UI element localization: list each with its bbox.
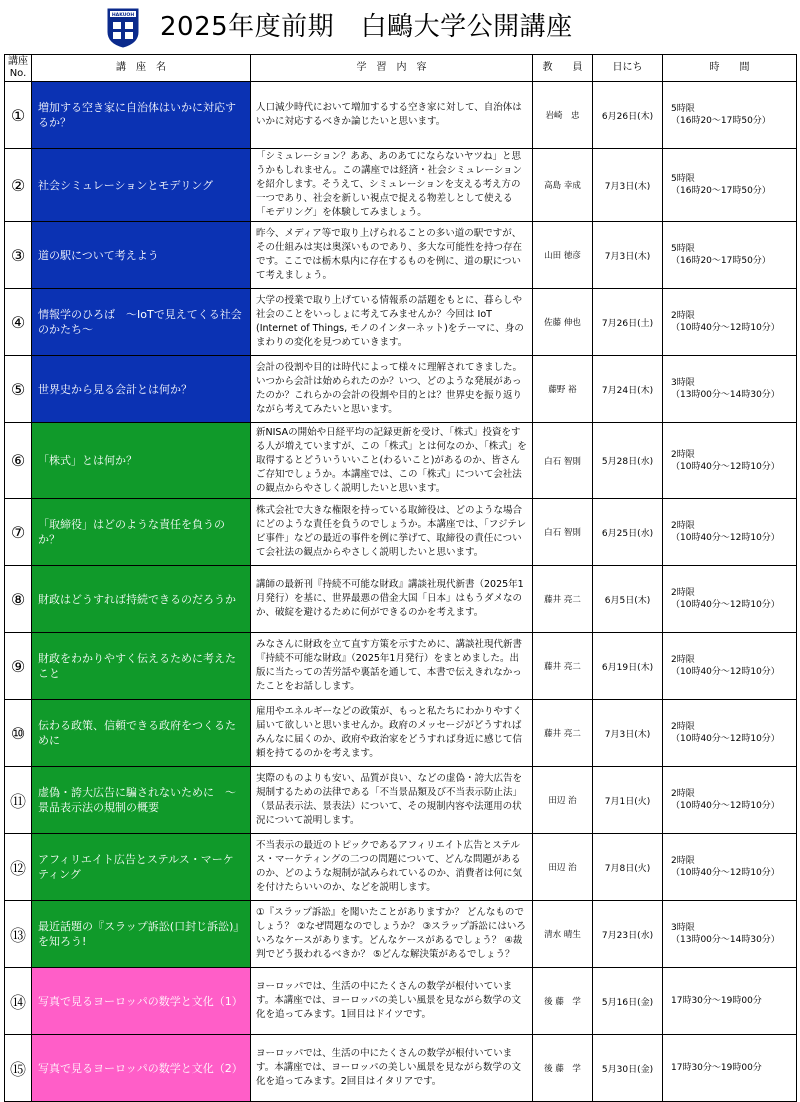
lecture-time-range: （16時20～17時50分） bbox=[671, 256, 771, 266]
table-row bbox=[5, 82, 797, 149]
lecture-content: 人口減少時代において増加するする空き家に対して、自治体はいかに対応するべきか論じたいと思います。 bbox=[251, 82, 533, 149]
lecture-table bbox=[4, 54, 797, 1102]
table-row bbox=[5, 499, 797, 566]
table-row bbox=[5, 423, 797, 499]
lecture-teacher: 清水 晴生 bbox=[533, 901, 593, 968]
lecture-time-range: （16時20～17時50分） bbox=[671, 116, 771, 126]
lecture-number: ⑦ bbox=[5, 499, 32, 566]
lecture-time bbox=[663, 1035, 797, 1102]
lecture-time-range: （10時40分～12時10分） bbox=[671, 533, 780, 543]
lecture-time-range: （10時40分～12時10分） bbox=[671, 801, 780, 811]
header-date: 日にち bbox=[593, 55, 663, 82]
lecture-teacher: 藤野 裕 bbox=[533, 356, 593, 423]
lecture-teacher: 後 藤 学 bbox=[533, 968, 593, 1035]
table-row bbox=[5, 633, 797, 700]
lecture-date: 7月23日(水) bbox=[593, 901, 663, 968]
lecture-content: みなさんに財政を立て直す方策を示すために、講談社現代新書『持続不可能な財政』（2025年1月発行）をまとめました。出版に当たっての苦労話や裏話を通して、本書で伝えきれなかったことをお話しします。 bbox=[251, 633, 533, 700]
lecture-name: 虚偽・誇大広告に騙されないために ～景品表示法の規制の概要 bbox=[32, 767, 251, 834]
lecture-time bbox=[663, 767, 797, 834]
lecture-date: 7月1日(火) bbox=[593, 767, 663, 834]
lecture-date: 7月24日(木) bbox=[593, 356, 663, 423]
lecture-period: 5時限 bbox=[671, 174, 695, 184]
lecture-time bbox=[663, 149, 797, 222]
lecture-date: 5月28日(水) bbox=[593, 423, 663, 499]
lecture-time bbox=[663, 356, 797, 423]
lecture-number: ⑪ bbox=[5, 767, 32, 834]
page-title: 2025年度前期 白鷗大学公開講座 bbox=[160, 12, 573, 42]
lecture-content: 昨今、メディア等で取り上げられることの多い道の駅ですが、その仕組みは実は奥深いものであり、多大な可能性を持つ存在です。ここでは栃木県内に存在するものを例に、道の駅について考えましょう。 bbox=[251, 222, 533, 289]
lecture-teacher: 白石 智則 bbox=[533, 499, 593, 566]
lecture-time bbox=[663, 968, 797, 1035]
lecture-time-range: （10時40分～12時10分） bbox=[671, 461, 780, 472]
lecture-number: ⑮ bbox=[5, 1035, 32, 1102]
lecture-name: 財政はどうすれば持続できるのだろうか bbox=[32, 566, 251, 633]
lecture-content: ヨーロッパでは、生活の中にたくさんの数学が根付いています。本講座では、ヨーロッパの美しい風景を見ながら数学の文化を追ってみます。1回目はドイツです。 bbox=[251, 968, 533, 1035]
lecture-number: ③ bbox=[5, 222, 32, 289]
lecture-date: 6月26日(木) bbox=[593, 82, 663, 149]
header-no: 講座 No. bbox=[5, 55, 32, 82]
lecture-time bbox=[663, 222, 797, 289]
lecture-date: 5月16日(金) bbox=[593, 968, 663, 1035]
lecture-period: 5時限 bbox=[671, 244, 695, 254]
lecture-number: ⑧ bbox=[5, 566, 32, 633]
table-row bbox=[5, 1035, 797, 1102]
lecture-number: ⑨ bbox=[5, 633, 32, 700]
lecture-teacher: 藤井 亮二 bbox=[533, 566, 593, 633]
lecture-number: ⑫ bbox=[5, 834, 32, 901]
lecture-time bbox=[663, 499, 797, 566]
lecture-number: ④ bbox=[5, 289, 32, 356]
lecture-teacher: 岩崎 忠 bbox=[533, 82, 593, 149]
lecture-name: 増加する空き家に自治体はいかに対応するか？ bbox=[32, 82, 251, 149]
lecture-content: 雇用やエネルギーなどの政策が、もっと私たちにわかりやすく届いて欲しいと思いませんか。政府のメッセージがどうすればみんなに届くのか、政府や政治家をどうすれば身近に感じて信頼を持てるのかを考えます。 bbox=[251, 700, 533, 767]
lecture-name: 伝わる政策、信頼できる政府をつくるために bbox=[32, 700, 251, 767]
lecture-name: 道の駅について考えよう bbox=[32, 222, 251, 289]
lecture-name: 世界史から見る会計とは何か？ bbox=[32, 356, 251, 423]
lecture-date: 7月3日(木) bbox=[593, 149, 663, 222]
header-teacher: 教 員 bbox=[533, 55, 593, 82]
page-header bbox=[0, 0, 800, 52]
table-row bbox=[5, 566, 797, 633]
lecture-teacher: 高島 幸成 bbox=[533, 149, 593, 222]
lecture-time bbox=[663, 423, 797, 499]
lecture-period: 2時限 bbox=[671, 655, 695, 665]
lecture-time-range: （13時00分～14時30分） bbox=[671, 390, 780, 400]
lecture-date: 6月5日(木) bbox=[593, 566, 663, 633]
lecture-period: 2時限 bbox=[671, 449, 695, 460]
lecture-teacher: 藤井 亮二 bbox=[533, 700, 593, 767]
lecture-time bbox=[663, 901, 797, 968]
table-row bbox=[5, 767, 797, 834]
lecture-period: 17時30分～19時00分 bbox=[671, 1063, 762, 1073]
lecture-teacher: 後 藤 学 bbox=[533, 1035, 593, 1102]
lecture-time-range: （16時20～17時50分） bbox=[671, 186, 771, 196]
lecture-content: 大学の授業で取り上げている情報系の話題をもとに、暮らしや社会のことをいっしょに考えてみませんか？今回は IoT (Internet of Things, モノのインターネット)をテーマに、身のまわりの変化を見つめていきます。 bbox=[251, 289, 533, 356]
lecture-name: 「株式」とは何か？ bbox=[32, 423, 251, 499]
lecture-teacher: 山田 徳彦 bbox=[533, 222, 593, 289]
lecture-name: 「取締役」はどのような責任を負うのか？ bbox=[32, 499, 251, 566]
lecture-period: 3時限 bbox=[671, 923, 695, 933]
lecture-teacher: 白石 智則 bbox=[533, 423, 593, 499]
table-header-row bbox=[5, 55, 797, 82]
lecture-time bbox=[663, 700, 797, 767]
lecture-time-range: （10時40分～12時10分） bbox=[671, 868, 780, 878]
lecture-time-range: （10時40分～12時10分） bbox=[671, 323, 780, 333]
lecture-time bbox=[663, 566, 797, 633]
lecture-time-range: （13時00分～14時30分） bbox=[671, 935, 780, 945]
lecture-teacher: 田辺 治 bbox=[533, 834, 593, 901]
lecture-content: ①『スラップ訴訟』を聞いたことがありますか？ どんなものでしょう？ ②なぜ問題なのでしょうか？ ③スラップ訴訟にはいろいろなケースがあります。どんなケースがあるでしょう？ ④裁判でどう扱われるべきか？ ⑤どんな解決策があるでしょう？ bbox=[251, 901, 533, 968]
lecture-period: 2時限 bbox=[671, 588, 695, 598]
university-crest-icon bbox=[107, 8, 139, 48]
lecture-date: 7月3日(木) bbox=[593, 700, 663, 767]
lecture-time bbox=[663, 82, 797, 149]
lecture-name: 写真で見るヨーロッパの数学と文化（2） bbox=[32, 1035, 251, 1102]
lecture-date: 7月8日(火) bbox=[593, 834, 663, 901]
table-row bbox=[5, 356, 797, 423]
lecture-time-range: （10時40分～12時10分） bbox=[671, 667, 780, 677]
table-row bbox=[5, 834, 797, 901]
lecture-period: 2時限 bbox=[671, 856, 695, 866]
lecture-number: ⑬ bbox=[5, 901, 32, 968]
lecture-teacher: 藤井 亮二 bbox=[533, 633, 593, 700]
lecture-date: 6月25日(水) bbox=[593, 499, 663, 566]
lecture-time bbox=[663, 834, 797, 901]
table-row bbox=[5, 222, 797, 289]
lecture-number: ⑩ bbox=[5, 700, 32, 767]
lecture-content: 会計の役割や目的は時代によって様々に理解されてきました。いつから会計は始められたのか？いつ、どのような発展があったのか？これらかの会計の役割や目的とは？世界史を振り返りながら考えてみたいと思います。 bbox=[251, 356, 533, 423]
lecture-time-range: （10時40分～12時10分） bbox=[671, 734, 780, 744]
lecture-number: ⑥ bbox=[5, 423, 32, 499]
lecture-content: 講師の最新刊『持続不可能な財政』講談社現代新書（2025年1月発行）を基に、世界最悪の借金大国「日本」はもうダメなのか、破綻を避けるために何ができるのかを考えます。 bbox=[251, 566, 533, 633]
lecture-date: 7月26日(土) bbox=[593, 289, 663, 356]
lecture-period: 2時限 bbox=[671, 521, 695, 531]
lecture-content: 実際のものよりも安い、品質が良い、などの虚偽・誇大広告を規制するための法律である「不当景品類及び不当表示防止法」（景品表示法、景表法）について、その規制内容や法運用の状況について説明します。 bbox=[251, 767, 533, 834]
header-content: 学 習 内 容 bbox=[251, 55, 533, 82]
lecture-name: アフィリエイト広告とステルス・マーケティング bbox=[32, 834, 251, 901]
header-time: 時 間 bbox=[663, 55, 797, 82]
table-row bbox=[5, 149, 797, 222]
lecture-period: 2時限 bbox=[671, 311, 695, 321]
lecture-period: 17時30分～19時00分 bbox=[671, 996, 762, 1006]
lecture-content: 株式会社で大きな権限を持っている取締役は、どのような場合にどのような責任を負うのでしょうか。本講座では、「フジテレビ事件」などの最近の事件を例に挙げて、取締役の責任について会社法の観点からやさしく説明したいと思います。 bbox=[251, 499, 533, 566]
lecture-time bbox=[663, 289, 797, 356]
lecture-period: 2時限 bbox=[671, 722, 695, 732]
lecture-period: 2時限 bbox=[671, 789, 695, 799]
table-row bbox=[5, 289, 797, 356]
header-name: 講 座 名 bbox=[32, 55, 251, 82]
lecture-number: ① bbox=[5, 82, 32, 149]
lecture-date: 6月19日(木) bbox=[593, 633, 663, 700]
lecture-date: 7月3日(木) bbox=[593, 222, 663, 289]
lecture-number: ⑤ bbox=[5, 356, 32, 423]
lecture-date: 5月30日(金) bbox=[593, 1035, 663, 1102]
table-row bbox=[5, 700, 797, 767]
lecture-content: 不当表示の最近のトピックであるアフィリエイト広告とステルス・マーケティングの二つの問題について、どんな問題があるのか、どのような規制が試みられているのか、消費者は何に気を付けたらいいのか、などを説明します。 bbox=[251, 834, 533, 901]
lecture-name: 社会シミュレーションとモデリング bbox=[32, 149, 251, 222]
lecture-content: ヨーロッパでは、生活の中にたくさんの数学が根付いています。本講座では、ヨーロッパの美しい風景を見ながら数学の文化を追ってみます。2回目はイタリアです。 bbox=[251, 1035, 533, 1102]
lecture-content: 新NISAの開始や日経平均の記録更新を受け、「株式」投資をする人が増えていますが、この「株式」とは何なのか、「株式」を取得するとどういういいこと(わるいこと)があるのか、皆さんご存知でしょうか。本講座では、この「株式」について会社法の観点からやさしく説明したいと思います。 bbox=[251, 423, 533, 499]
lecture-time bbox=[663, 633, 797, 700]
lecture-period: 3時限 bbox=[671, 378, 695, 388]
lecture-name: 情報学のひろば ～IoTで見えてくる社会のかたち～ bbox=[32, 289, 251, 356]
lecture-name: 最近話題の『スラップ訴訟(口封じ訴訟)』を知ろう! bbox=[32, 901, 251, 968]
table-row bbox=[5, 968, 797, 1035]
lecture-time-range: （10時40分～12時10分） bbox=[671, 600, 780, 610]
lecture-name: 写真で見るヨーロッパの数学と文化（1） bbox=[32, 968, 251, 1035]
lecture-number: ⑭ bbox=[5, 968, 32, 1035]
lecture-number: ② bbox=[5, 149, 32, 222]
lecture-teacher: 田辺 治 bbox=[533, 767, 593, 834]
lecture-teacher: 佐藤 伸也 bbox=[533, 289, 593, 356]
table-row bbox=[5, 901, 797, 968]
lecture-name: 財政をわかりやすく伝えるために考えたこと bbox=[32, 633, 251, 700]
lecture-period: 5時限 bbox=[671, 104, 695, 114]
logo-text: HAKUOH bbox=[111, 13, 135, 18]
lecture-content: 「シミュレーション？ああ、あのあてにならないヤツね」と思うかもしれません。この講座では経済・社会シミュレーションを紹介します。そうえて、シミュレーションを支える考え方の一つであり、社会を新しい視点で捉える物差しとして使える「モデリング」を体験してみましょう。 bbox=[251, 149, 533, 222]
